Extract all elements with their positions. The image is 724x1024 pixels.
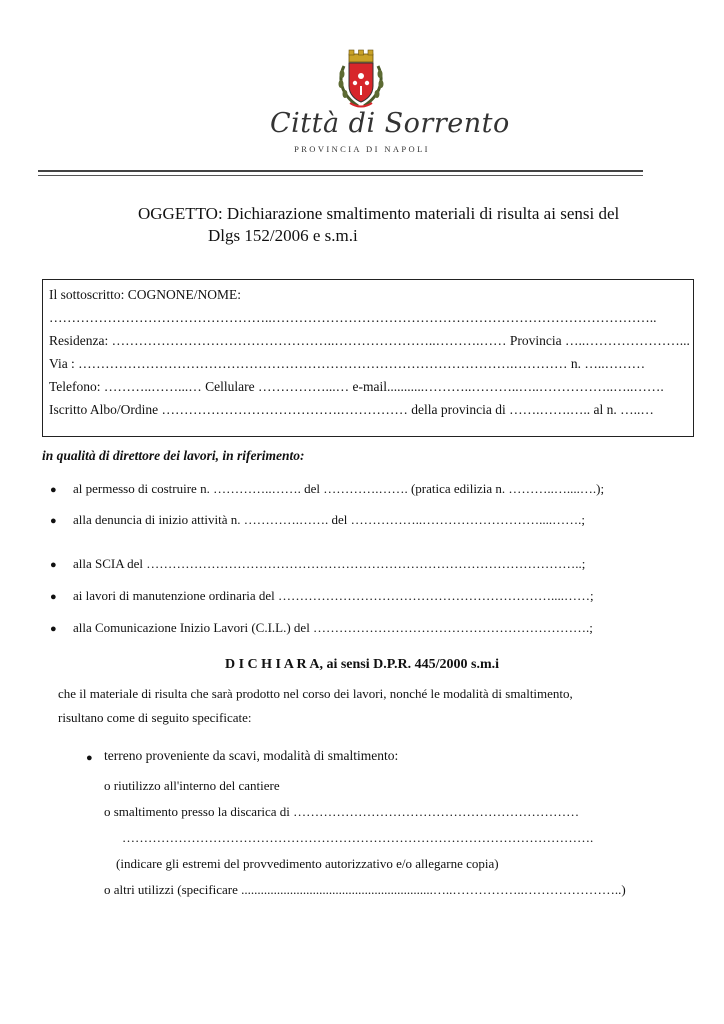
header-rule-secondary (38, 175, 643, 176)
option-landfill[interactable]: o smaltimento presso la discarica di ………………………………………………………… (104, 804, 580, 819)
bullet-icon: ● (50, 623, 57, 635)
reference-cil[interactable]: alla Comunicazione Inizio Lavori (C.I.L.) del ……………………………………………………….; (73, 620, 593, 635)
role-heading: in qualità di direttore dei lavori, in riferimento: (42, 448, 305, 463)
applicant-name-field[interactable]: …………………………………………..………………………………………………………………………….. (49, 310, 657, 325)
option-landfill-continuation[interactable]: ………………………………………………………………………………………………. (122, 830, 594, 845)
declaration-text-1: che il materiale di risulta che sarà prodotto nel corso dei lavori, nonché le modalità di smaltimento, (58, 686, 573, 701)
reference-dia[interactable]: alla denuncia di inizio attività n. ………….……. del ……………..………………………....…….; (73, 512, 585, 527)
residence-field[interactable]: Residenza: …………………………………………..…………………..……….…… Provincia …..…………………... (49, 333, 690, 348)
bullet-icon: ● (50, 559, 57, 571)
registry-field[interactable]: Iscritto Albo/Ordine ………………………………….…………… della provincia di …….…….….. al n. …..… (49, 402, 654, 417)
applicant-name-label: Il sottoscritto: COGNONE/NOME: (49, 287, 241, 302)
option-landfill-note: (indicare gli estremi del provvedimento autorizzativo e/o allegarne copia) (116, 856, 499, 871)
disposal-soil-heading: terreno proveniente da scavi, modalità di smaltimento: (104, 748, 399, 763)
subject-line-2: Dlgs 152/2006 e s.m.i (208, 226, 358, 245)
bullet-icon: ● (86, 752, 93, 764)
city-coat-of-arms (336, 48, 386, 112)
declaration-text-2: risultano come di seguito specificate: (58, 710, 252, 725)
address-field[interactable]: Via : …………………………………………………………………………………….………… n. …..……… (49, 356, 646, 371)
reference-scia[interactable]: alla SCIA del ………………………………………………………………………………………..; (73, 556, 586, 571)
option-reuse[interactable]: o riutilizzo all'interno del cantiere (104, 778, 280, 793)
city-name: Città di Sorrento (270, 108, 510, 139)
bullet-icon: ● (50, 484, 57, 496)
bullet-icon: ● (50, 515, 57, 527)
reference-building-permit[interactable]: al permesso di costruire n. …………..……. del ………….……. (pratica edilizia n. ………..…....….); (73, 481, 605, 496)
province-name: PROVINCIA DI NAPOLI (294, 144, 430, 154)
option-other-uses[interactable]: o altri utilizzi (specificare ...........................................................…..……………..…………………..) (104, 882, 626, 897)
reference-maintenance[interactable]: ai lavori di manutenzione ordinaria del ………………………………………………………....……; (73, 588, 594, 603)
declaration-title: D I C H I A R A, ai sensi D.P.R. 445/2000 s.m.i (224, 657, 500, 672)
header-rule (38, 170, 643, 172)
subject-line-1: OGGETTO: Dichiarazione smaltimento materiali di risulta ai sensi del (138, 204, 620, 223)
contacts-field[interactable]: Telefono: ………..……...… Cellulare ……………...… e-mail...........………..………..…..……………..…..……. (49, 379, 664, 394)
bullet-icon: ● (50, 591, 57, 603)
